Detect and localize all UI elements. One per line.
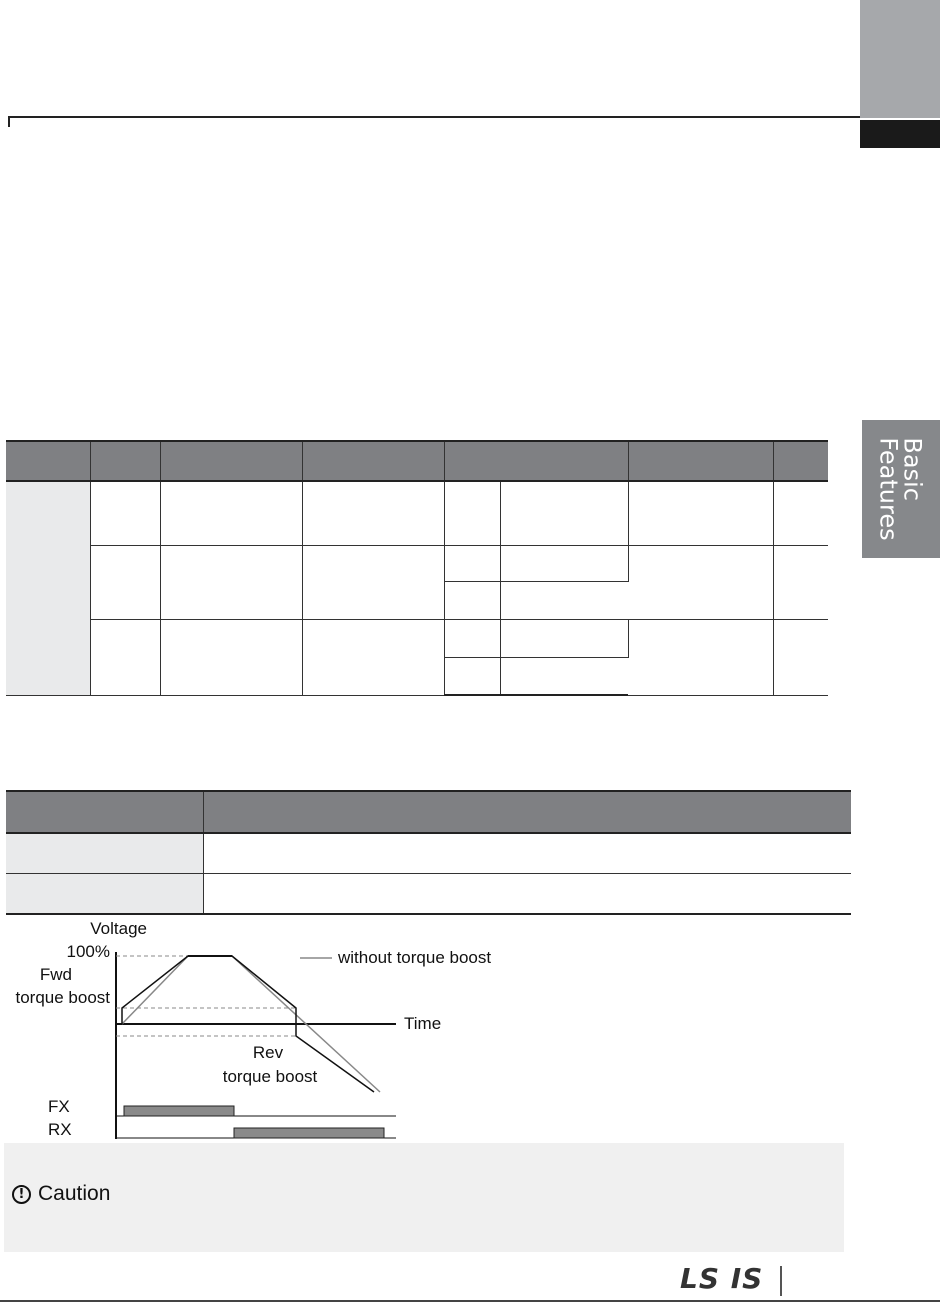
table-header-cell (444, 441, 628, 481)
table-cell (773, 481, 828, 545)
table-cell (773, 619, 828, 695)
fx-label: FX (48, 1097, 70, 1116)
table-cell (204, 833, 852, 874)
company-logo: LS IS (680, 1262, 764, 1295)
table-header-cell (628, 441, 773, 481)
rev-label: Rev (252, 1043, 284, 1062)
table-row (6, 481, 828, 545)
table-cell (90, 545, 160, 619)
table-header-cell (160, 441, 302, 481)
section-tab-label: Basic Features (875, 437, 928, 541)
table-cell (160, 481, 302, 545)
table-cell (90, 619, 160, 695)
table-row (6, 545, 828, 581)
table-cell (6, 874, 204, 915)
table-header-row (6, 791, 851, 833)
table-header-cell (6, 791, 204, 833)
table-header-cell (773, 441, 828, 481)
table-cell (6, 833, 204, 874)
parameter-table (6, 440, 828, 696)
percent-label: 100% (66, 942, 110, 961)
footer-divider (780, 1266, 782, 1296)
table-header-cell (204, 791, 852, 833)
table-cell (500, 581, 628, 619)
table-cell (302, 481, 444, 545)
table-cell (773, 545, 828, 619)
fwd-label: Fwd (39, 965, 72, 984)
table-cell (444, 581, 500, 619)
table-header-row (6, 441, 828, 481)
table-cell (204, 874, 852, 915)
table-cell (444, 481, 500, 545)
table-cell (302, 619, 444, 695)
description-table (6, 790, 851, 915)
table-cell (444, 657, 500, 695)
rx-label: RX (48, 1120, 72, 1139)
table-cell (444, 619, 500, 657)
header-rule (8, 116, 860, 118)
rx-signal-bar (234, 1128, 384, 1138)
without-boost-label: without torque boost (338, 948, 492, 967)
header-rule-tick (8, 116, 10, 127)
table-row (6, 874, 851, 915)
table-cell (500, 481, 628, 545)
table-group-cell (6, 481, 90, 695)
table-cell (628, 545, 773, 619)
chapter-tab-marker (860, 120, 940, 148)
caution-label: Caution (38, 1182, 111, 1205)
table-header-cell (6, 441, 90, 481)
table-cell (444, 545, 500, 581)
table-cell (500, 657, 628, 695)
section-tab (862, 420, 940, 558)
rev-boost-label: torque boost (222, 1067, 318, 1086)
caution-box (4, 1143, 844, 1252)
table-cell (500, 545, 628, 581)
fx-signal-bar (124, 1106, 234, 1116)
table-cell (500, 619, 628, 657)
table-cell (302, 545, 444, 619)
table-row (6, 833, 851, 874)
table-row (6, 619, 828, 657)
table-cell (90, 481, 160, 545)
fwd-boost-label: torque boost (15, 988, 110, 1007)
table-cell (628, 481, 773, 545)
torque-boost-diagram (0, 912, 520, 1142)
footer-rule (0, 1300, 940, 1302)
table-cell (160, 545, 302, 619)
chapter-tab (860, 0, 940, 118)
exclamation-circle-icon: ! (12, 1185, 31, 1204)
table-cell (628, 619, 773, 695)
time-label: Time (404, 1014, 442, 1033)
table-header-cell (302, 441, 444, 481)
voltage-label: Voltage (90, 919, 147, 938)
table-header-cell (90, 441, 160, 481)
table-cell (160, 619, 302, 695)
